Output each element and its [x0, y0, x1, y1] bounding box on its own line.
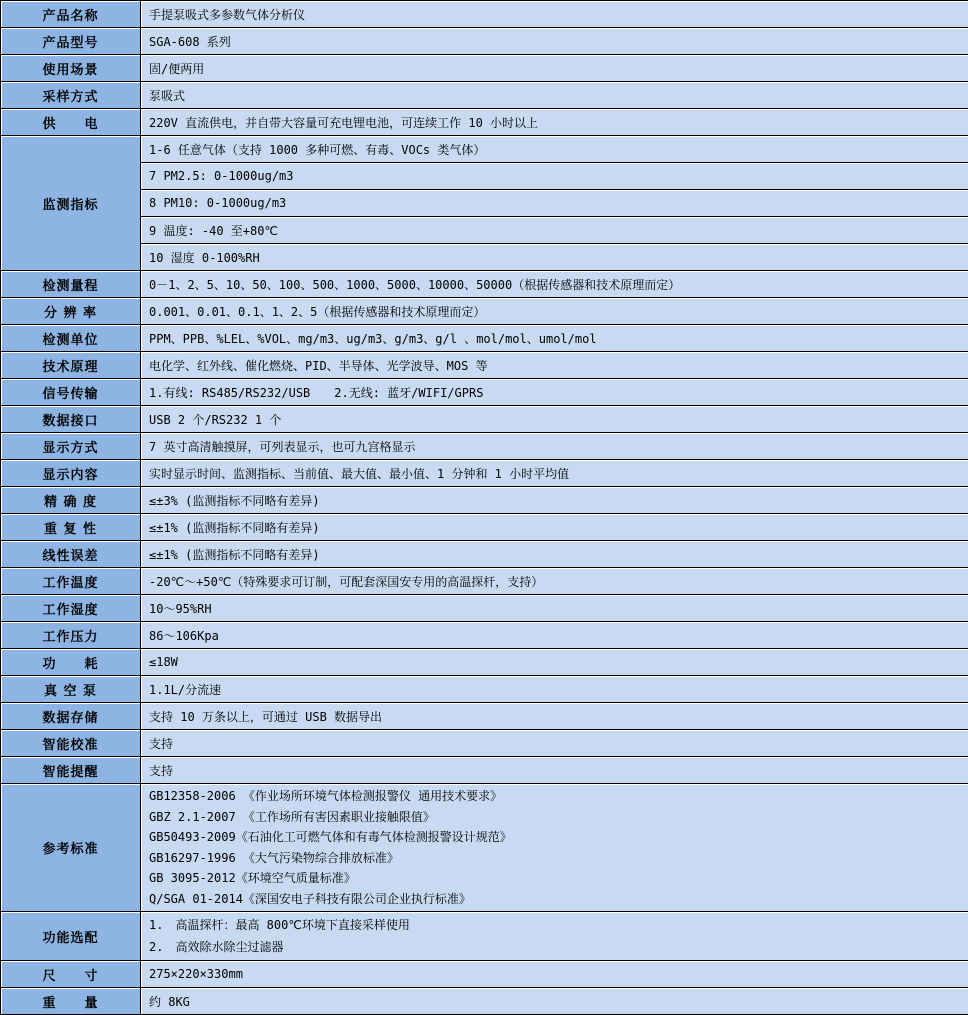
spec-label-cell: 检测单位 [1, 325, 141, 352]
spec-value-cell: 10 湿度 0-100%RH [141, 244, 968, 271]
spec-label-cell: 工作压力 [1, 622, 141, 649]
spec-label-cell: 供 电 [1, 109, 141, 136]
spec-label-cell: 产品名称 [1, 1, 141, 28]
spec-row [1, 109, 968, 136]
spec-label-cell: 使用场景 [1, 55, 141, 82]
spec-label-cell: 智能校准 [1, 730, 141, 757]
spec-value-cell: 275×220×330mm [141, 961, 968, 988]
spec-label-cell: 检测量程 [1, 271, 141, 298]
spec-label-cell: 显示内容 [1, 460, 141, 487]
spec-value-line: GB16297-1996 《大气污染物综合排放标准》 [149, 848, 964, 869]
spec-row [1, 649, 968, 676]
spec-row [1, 757, 968, 784]
spec-value-line: Q/SGA 01-2014《深国安电子科技有限公司企业执行标准》 [149, 889, 964, 910]
spec-label-cell: 线性误差 [1, 541, 141, 568]
spec-sub-row [1, 136, 968, 163]
spec-row [1, 487, 968, 514]
spec-label-cell: 显示方式 [1, 433, 141, 460]
spec-label-cell: 数据存储 [1, 703, 141, 730]
spec-row [1, 1, 968, 28]
spec-value-cell: 1.有线: RS485/RS232/USB 2.无线: 蓝牙/WIFI/GPRS [141, 379, 968, 406]
spec-label-cell: 重 复 性 [1, 514, 141, 541]
spec-label-cell: 采样方式 [1, 82, 141, 109]
spec-value-cell: 0－1、2、5、10、50、100、500、1000、5000、10000、50000（根据传感器和技术原理而定） [141, 271, 968, 298]
spec-label-cell: 智能提醒 [1, 757, 141, 784]
spec-label-cell: 重 量 [1, 988, 141, 1015]
spec-row [1, 460, 968, 487]
spec-value-line: 2. 高效除水除尘过滤器 [149, 936, 964, 958]
spec-value-cell: 7 PM2.5: 0-1000ug/m3 [141, 163, 968, 190]
spec-row [1, 784, 968, 912]
spec-value-cell: 0.001、0.01、0.1、1、2、5（根据传感器和技术原理而定） [141, 298, 968, 325]
spec-label-cell: 监测指标 [1, 136, 141, 271]
spec-row [1, 622, 968, 649]
spec-value-cell: 1.1L/分流速 [141, 676, 968, 703]
spec-row [1, 568, 968, 595]
spec-row [1, 912, 968, 961]
spec-sub-row [1, 244, 968, 271]
spec-row [1, 28, 968, 55]
spec-row [1, 379, 968, 406]
spec-value-cell: 支持 10 万条以上，可通过 USB 数据导出 [141, 703, 968, 730]
spec-row [1, 961, 968, 988]
spec-value-cell: ≤18W [141, 649, 968, 676]
spec-row [1, 352, 968, 379]
spec-value-cell: ≤±3% (监测指标不同略有差异) [141, 487, 968, 514]
spec-value-cell: 约 8KG [141, 988, 968, 1015]
spec-label-cell: 功能选配 [1, 912, 141, 961]
spec-value-cell: 固/便两用 [141, 55, 968, 82]
spec-row [1, 988, 968, 1015]
spec-value-cell: 1-6 任意气体（支持 1000 多种可燃、有毒、VOCs 类气体） [141, 136, 968, 163]
spec-row [1, 703, 968, 730]
spec-label-cell: 功 耗 [1, 649, 141, 676]
spec-row [1, 595, 968, 622]
spec-sub-row [1, 163, 968, 190]
spec-label-cell: 技术原理 [1, 352, 141, 379]
spec-label-cell: 尺 寸 [1, 961, 141, 988]
spec-row [1, 676, 968, 703]
spec-row [1, 55, 968, 82]
spec-row [1, 406, 968, 433]
spec-sub-row [1, 217, 968, 244]
spec-row [1, 541, 968, 568]
spec-value-cell: 实时显示时间、监测指标、当前值、最大值、最小值、1 分钟和 1 小时平均值 [141, 460, 968, 487]
spec-value-line: GB50493-2009《石油化工可燃气体和有毒气体检测报警设计规范》 [149, 827, 964, 848]
spec-label-cell: 精 确 度 [1, 487, 141, 514]
spec-label-cell: 真 空 泵 [1, 676, 141, 703]
spec-value-line: GB12358-2006 《作业场所环境气体检测报警仪 通用技术要求》 [149, 786, 964, 807]
spec-value-cell: ≤±1% (监测指标不同略有差异) [141, 541, 968, 568]
spec-value-cell: 8 PM10: 0-1000ug/m3 [141, 190, 968, 217]
spec-value-cell: USB 2 个/RS232 1 个 [141, 406, 968, 433]
spec-label-cell: 产品型号 [1, 28, 141, 55]
spec-label-cell: 工作温度 [1, 568, 141, 595]
spec-sub-row [1, 190, 968, 217]
spec-label-cell: 数据接口 [1, 406, 141, 433]
spec-value-cell [141, 784, 968, 912]
spec-value-cell: PPM、PPB、%LEL、%VOL、mg/m3、ug/m3、g/m3、g/l 、mol/mol、umol/mol [141, 325, 968, 352]
spec-label-cell: 工作湿度 [1, 595, 141, 622]
spec-value-cell: ≤±1% (监测指标不同略有差异) [141, 514, 968, 541]
spec-value-cell [141, 912, 968, 961]
spec-value-cell: 电化学、红外线、催化燃烧、PID、半导体、光学波导、MOS 等 [141, 352, 968, 379]
spec-row [1, 514, 968, 541]
spec-value-cell: 7 英寸高清触摸屏，可列表显示，也可九宫格显示 [141, 433, 968, 460]
spec-label-cell: 分 辨 率 [1, 298, 141, 325]
spec-row [1, 82, 968, 109]
spec-value-cell: 手提泵吸式多参数气体分析仪 [141, 1, 968, 28]
spec-value-cell: 9 温度: -40 至+80℃ [141, 217, 968, 244]
spec-value-cell: 泵吸式 [141, 82, 968, 109]
spec-value-cell: 支持 [141, 730, 968, 757]
spec-value-line: GB 3095-2012《环境空气质量标准》 [149, 868, 964, 889]
spec-value-cell: 10～95%RH [141, 595, 968, 622]
spec-row [1, 325, 968, 352]
spec-value-cell: SGA-608 系列 [141, 28, 968, 55]
spec-value-line: 1. 高温探杆：最高 800℃环境下直接采样使用 [149, 914, 964, 936]
spec-value-cell: 86～106Kpa [141, 622, 968, 649]
spec-row [1, 433, 968, 460]
spec-value-cell: -20℃～+50℃（特殊要求可订制，可配套深国安专用的高温探杆，支持） [141, 568, 968, 595]
spec-value-line: GBZ 2.1-2007 《工作场所有害因素职业接触限值》 [149, 807, 964, 828]
spec-label-cell: 参考标准 [1, 784, 141, 912]
spec-label-cell: 信号传输 [1, 379, 141, 406]
spec-value-cell: 220V 直流供电，并自带大容量可充电锂电池，可连续工作 10 小时以上 [141, 109, 968, 136]
spec-row [1, 271, 968, 298]
spec-value-cell: 支持 [141, 757, 968, 784]
spec-row [1, 298, 968, 325]
spec-row [1, 730, 968, 757]
